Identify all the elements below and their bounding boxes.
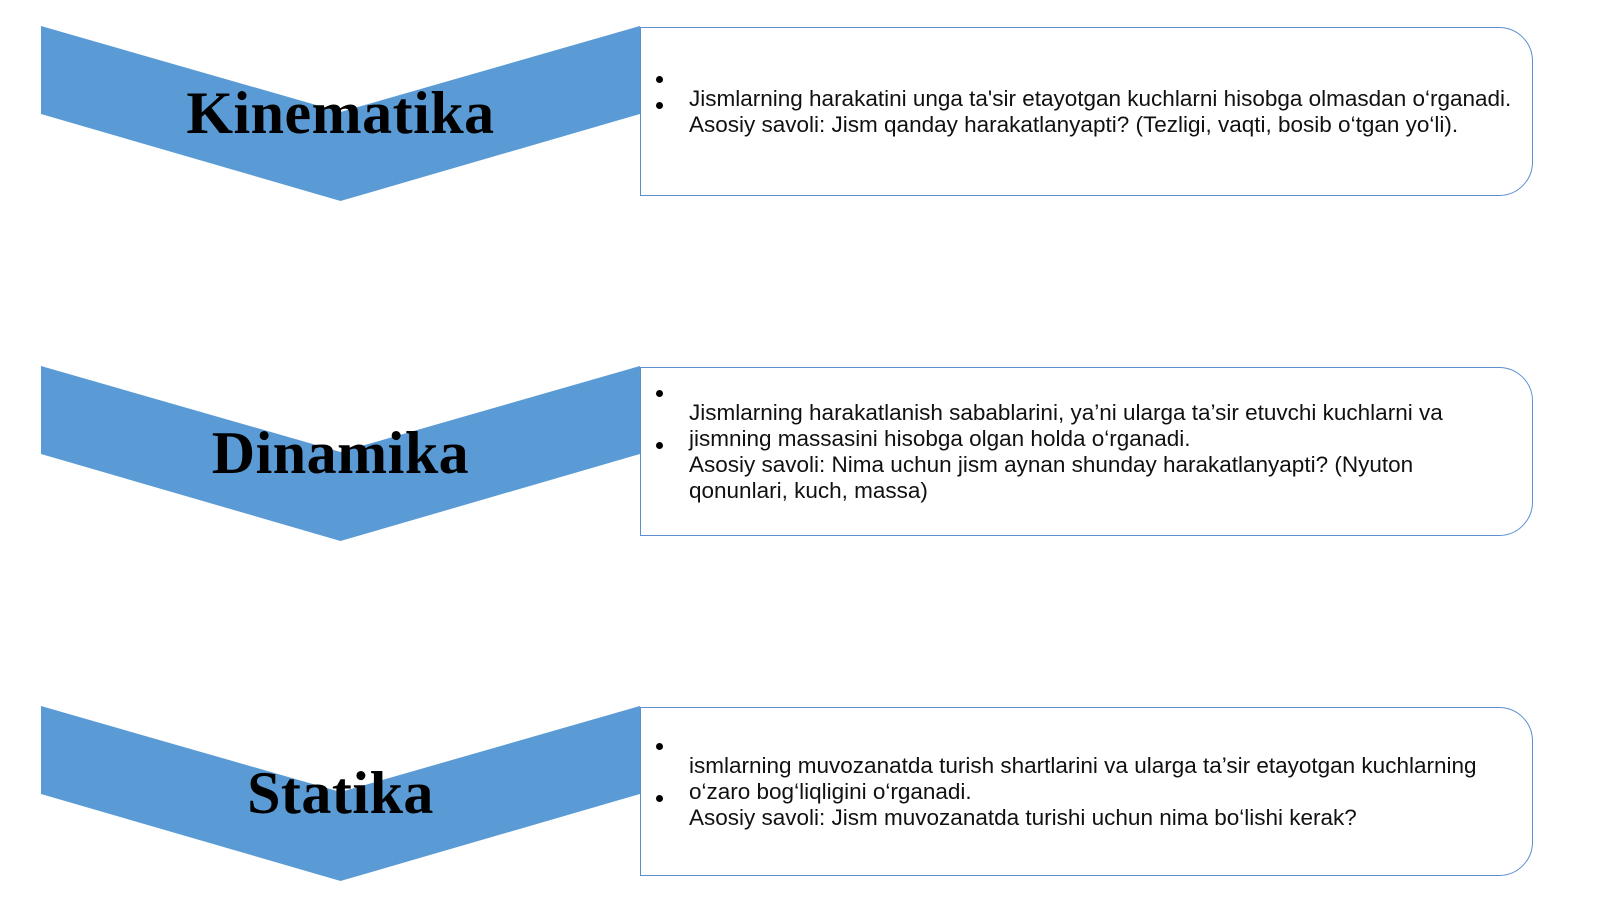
- bullet-text: Asosiy savoli: Nima uchun jism aynan shunday harakatlanyapti? (Nyuton qonunlari, kuch, massa): [689, 451, 1414, 503]
- description-box-statika: [640, 707, 1533, 876]
- bullet-list-dinamika: [641, 368, 1514, 535]
- row-kinematika: [0, 26, 1600, 201]
- bullet-item: [689, 400, 1514, 452]
- bullet-dot: [656, 795, 663, 802]
- bullet-text: Jismlarning harakatlanish sabablarini, ya’ni ularga ta’sir etuvchi kuchlarni va jismning massasini hisobga olgan holda o‘rganadi.: [689, 399, 1443, 451]
- bullet-item: [689, 753, 1514, 805]
- bullet-item: [689, 86, 1514, 112]
- bullet-dot: [656, 743, 663, 750]
- chevron-kinematika: [41, 26, 640, 201]
- bullet-list-kinematika: [641, 28, 1514, 195]
- description-box-dinamika: [640, 367, 1533, 536]
- bullet-list-statika: [641, 708, 1514, 875]
- bullet-item: [689, 112, 1514, 138]
- chevron-dinamika: [41, 366, 640, 541]
- bullet-dot: [656, 390, 663, 397]
- bullet-dot: [656, 102, 663, 109]
- chevron-title-kinematika: Kinematika: [186, 80, 495, 146]
- bullet-item: [689, 452, 1514, 504]
- chevron-title-dinamika: Dinamika: [211, 420, 470, 486]
- bullet-text: Jismlarning harakatini unga ta'sir etayotgan kuchlarni hisobga olmasdan o‘rganadi.: [689, 85, 1512, 111]
- chevron-statika: [41, 706, 640, 881]
- bullet-text: Asosiy savoli: Jism qanday harakatlanyapti? (Tezligi, vaqti, bosib o‘tgan yo‘li).: [689, 111, 1459, 137]
- bullet-dot: [656, 76, 663, 83]
- bullet-text: ismlarning muvozanatda turish shartlarini va ularga ta’sir etayotgan kuchlarning o‘zaro bog‘liqligini o‘rganadi.: [689, 752, 1477, 804]
- bullet-dot: [656, 442, 663, 449]
- bullet-text: Asosiy savoli: Jism muvozanatda turishi uchun nima bo‘lishi kerak?: [689, 804, 1357, 830]
- bullet-item: [689, 805, 1514, 831]
- chevron-title-statika: Statika: [247, 760, 434, 826]
- description-box-kinematika: [640, 27, 1533, 196]
- row-dinamika: [0, 366, 1600, 541]
- row-statika: [0, 706, 1600, 881]
